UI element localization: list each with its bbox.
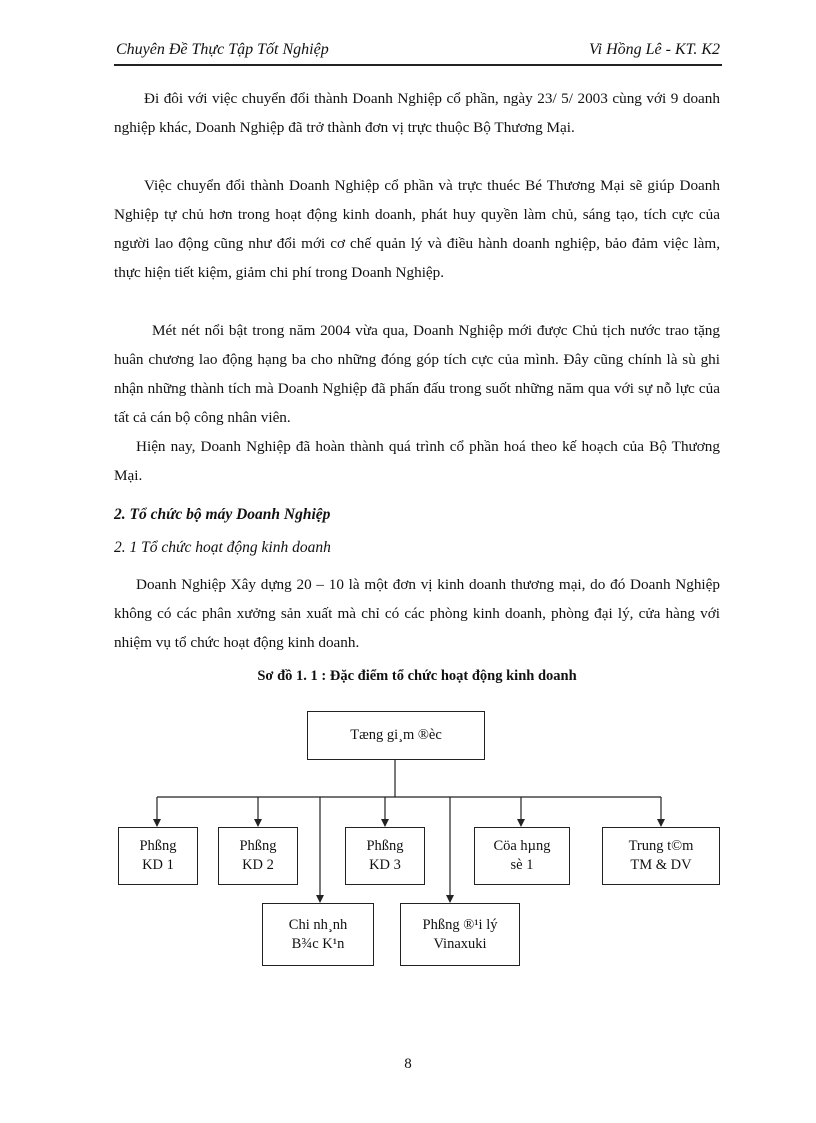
node-label: Phßng ®¹i lý Vinaxuki: [422, 916, 498, 952]
node-center: [602, 827, 720, 885]
section-heading: 2. Tổ chức bộ máy Doanh Nghiệp: [114, 506, 331, 523]
node-store1: [474, 827, 570, 885]
paragraph-3: Mét nét nổi bật trong năm 2004 vừa qua, Doanh Nghiệp mới được Chủ tịch nước trao tặng huân chương lao động hạng ba cho những đóng góp tích cực của mình. Đây cũng chính là sù ghi nhận những thành tích mà Doanh Nghiệp đã phấn đấu trong suốt những năm qua với sự nỗ lực của tất cả cán bộ công nhân viên.: [114, 322, 720, 426]
header-right: Vi Hồng Lê - KT. K2: [589, 41, 720, 58]
root-box: [307, 711, 485, 760]
node-label: Phßng KD 3: [366, 838, 404, 873]
subsection-heading: 2. 1 Tổ chức hoạt động kinh doanh: [114, 539, 331, 556]
node-label: Cöa hµng sè 1: [493, 838, 551, 873]
paragraph-2: Việc chuyển đổi thành Doanh Nghiệp cổ phần và trực thuéc Bé Thương Mại sẽ giúp Doanh Nghiệp tự chủ hơn trong hoạt động kinh doanh, phát huy quyền làm chủ, sáng tạo, tích cực của người lao động cũng như đổi mới cơ chế quản lý và điều hành doanh nghiệp, bảo đảm việc làm, thực hiện tiết kiệm, giảm chi phí trong Doanh Nghiệp.: [114, 177, 720, 281]
diagram-caption: Sơ đồ 1. 1 : Đặc điểm tổ chức hoạt động kinh doanh: [257, 668, 577, 684]
paragraph-4: Hiện nay, Doanh Nghiệp đã hoàn thành quá trình cổ phần hoá theo kế hoạch của Bộ Thương Mại.: [114, 438, 720, 484]
page-number: 8: [404, 1056, 412, 1072]
node-kd3: [345, 827, 425, 885]
paragraph-1: Đi đôi với việc chuyển đổi thành Doanh Nghiệp cổ phần, ngày 23/ 5/ 2003 cùng với 9 doanh nghiệp khác, Doanh Nghiệp đã trở thành đơn vị trực thuộc Bộ Thương Mại.: [114, 90, 720, 136]
paragraph-5: Doanh Nghiệp Xây dựng 20 – 10 là một đơn vị kinh doanh thương mại, do đó Doanh Nghiệp không có các phân xưởng sản xuất mà chỉ có các phòng kinh doanh, phòng đại lý, cửa hàng với nhiệm vụ tổ chức hoạt động kinh doanh.: [114, 576, 720, 651]
node-kd1: [118, 827, 198, 885]
header-left: Chuyên Đề Thực Tập Tốt Nghiệp: [116, 41, 329, 58]
node-label: Phßng KD 1: [139, 838, 177, 873]
root-label: Tæng gi¸m ®èc: [350, 727, 442, 743]
node-label: Phßng KD 2: [239, 838, 277, 873]
node-agency: [400, 903, 520, 966]
node-label: Trung t©m TM & DV: [628, 838, 694, 873]
node-kd2: [218, 827, 298, 885]
node-label: Chi nh¸nh B¾c K¹n: [288, 916, 348, 952]
node-branch: [262, 903, 374, 966]
